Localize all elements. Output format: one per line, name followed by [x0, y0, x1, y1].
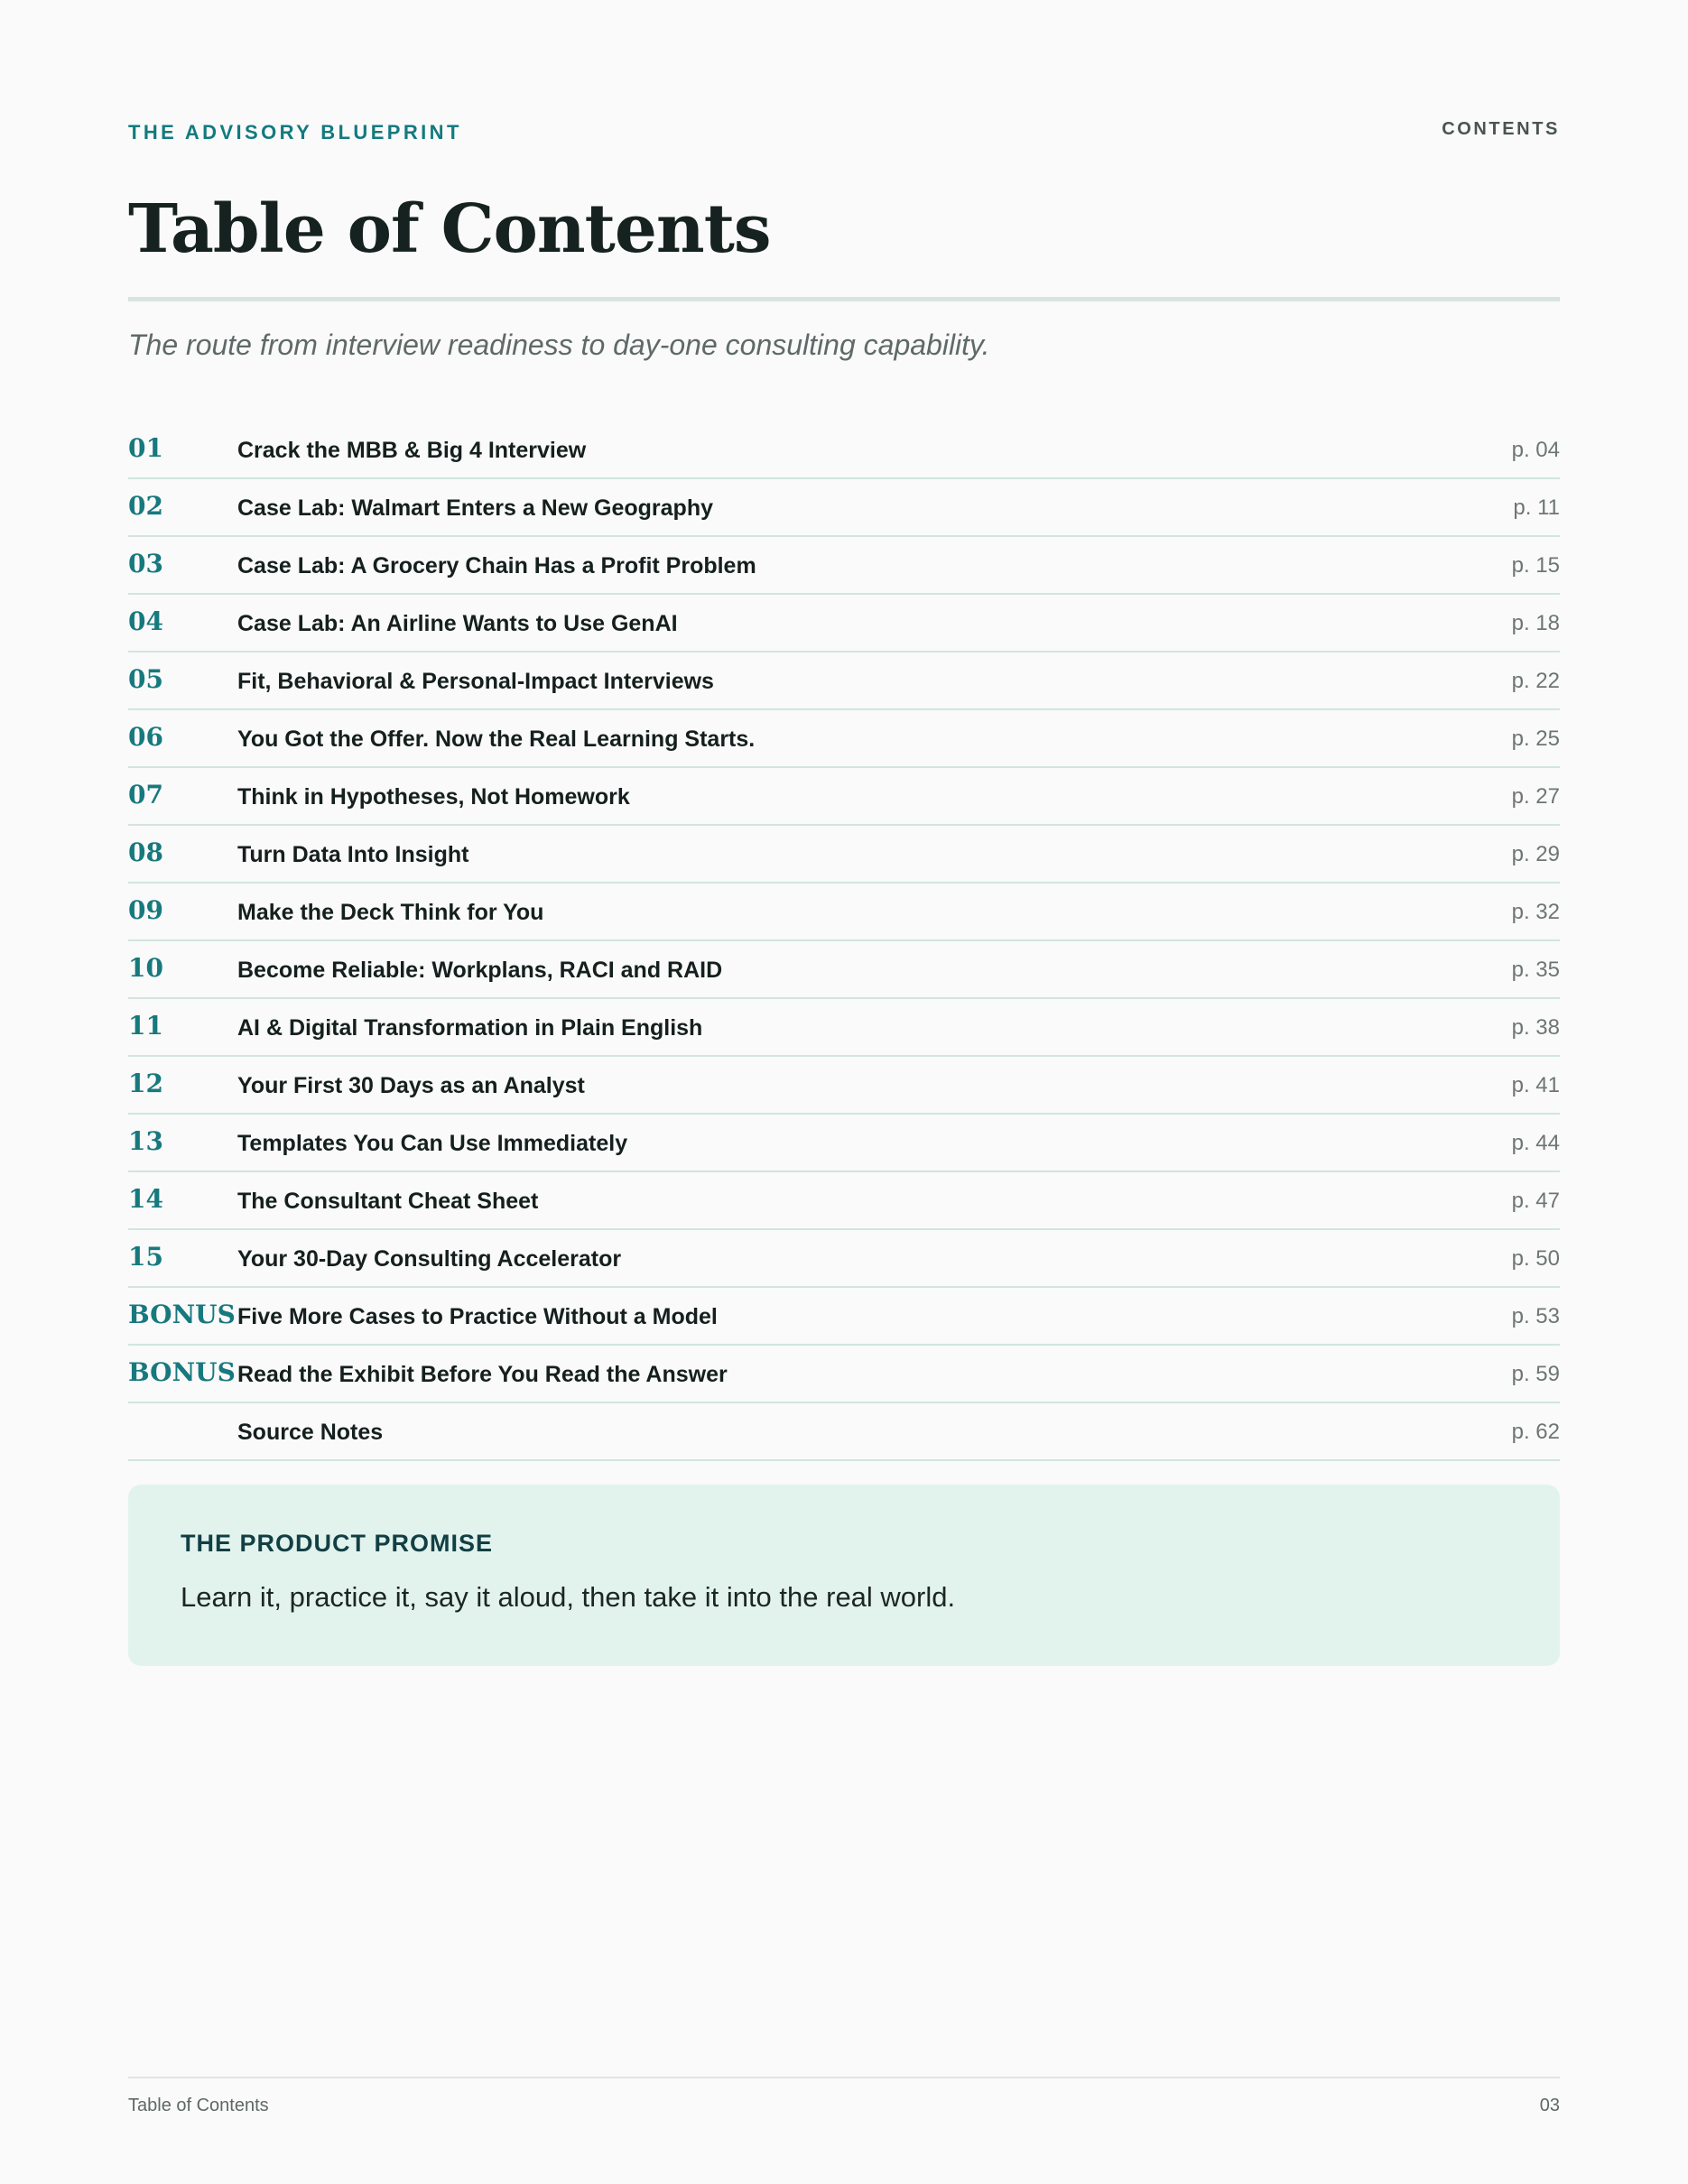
- toc-title: AI & Digital Transformation in Plain English: [237, 1015, 703, 1041]
- toc-row[interactable]: [128, 884, 1560, 941]
- toc-title: Case Lab: A Grocery Chain Has a Profit Problem: [237, 553, 756, 578]
- toc-title: Make the Deck Think for You: [237, 900, 544, 925]
- toc-page-number: p. 32: [1511, 900, 1560, 924]
- page-subtitle: The route from interview readiness to day-one consulting capability.: [128, 329, 990, 361]
- brand-label: THE ADVISORY BLUEPRINT: [128, 121, 462, 143]
- toc-row[interactable]: [128, 1288, 1560, 1346]
- toc-number: BONUS: [128, 1300, 236, 1329]
- toc-title: Case Lab: An Airline Wants to Use GenAI: [237, 611, 678, 636]
- toc-page-number: p. 41: [1511, 1073, 1560, 1097]
- toc-number: 01: [128, 433, 163, 463]
- toc-title: Fit, Behavioral & Personal-Impact Interviews: [237, 669, 714, 694]
- toc-row[interactable]: [128, 941, 1560, 999]
- toc-page-number: p. 62: [1511, 1420, 1560, 1444]
- toc-page-number: p. 18: [1511, 611, 1560, 635]
- page-header: [128, 121, 1560, 148]
- toc-row[interactable]: [128, 1346, 1560, 1403]
- toc-page-number: p. 29: [1511, 842, 1560, 866]
- toc-number: 14: [128, 1184, 163, 1214]
- document-page: [128, 0, 1560, 2184]
- footer-title: Table of Contents: [128, 2096, 269, 2115]
- toc-title: Crack the MBB & Big 4 Interview: [237, 438, 587, 463]
- toc-number: 09: [128, 895, 163, 925]
- toc-number: 06: [128, 722, 163, 752]
- toc-number: 03: [128, 549, 163, 578]
- section-label: CONTENTS: [1442, 119, 1560, 139]
- toc-page-number: p. 35: [1511, 958, 1560, 982]
- toc-number: 10: [128, 953, 163, 983]
- toc-row[interactable]: [128, 421, 1560, 479]
- toc-number: 05: [128, 664, 163, 694]
- toc-page-number: p. 22: [1511, 669, 1560, 693]
- toc-number: 12: [128, 1069, 163, 1098]
- toc-page-number: p. 44: [1511, 1131, 1560, 1155]
- toc-title: Think in Hypotheses, Not Homework: [237, 784, 630, 810]
- page-title: Table of Contents: [128, 190, 771, 268]
- toc-row[interactable]: [128, 768, 1560, 826]
- promise-text: Learn it, practice it, say it aloud, then take it into the real world.: [181, 1581, 956, 1613]
- toc-page-number: p. 25: [1511, 726, 1560, 751]
- toc-title: Your First 30 Days as an Analyst: [237, 1073, 585, 1098]
- toc-page-number: p. 04: [1511, 438, 1560, 462]
- toc-row[interactable]: [128, 652, 1560, 710]
- toc-title: Become Reliable: Workplans, RACI and RAID: [237, 958, 723, 983]
- toc-page-number: p. 11: [1513, 495, 1560, 520]
- promise-label: THE PRODUCT PROMISE: [181, 1530, 494, 1557]
- toc-title: Case Lab: Walmart Enters a New Geography: [237, 495, 714, 521]
- toc-number: 04: [128, 606, 163, 636]
- toc-row[interactable]: [128, 1172, 1560, 1230]
- toc-number: BONUS: [128, 1357, 236, 1387]
- toc-row[interactable]: [128, 826, 1560, 884]
- toc-row[interactable]: [128, 710, 1560, 768]
- toc-title: Five More Cases to Practice Without a Model: [237, 1304, 718, 1329]
- toc-title: Your 30-Day Consulting Accelerator: [237, 1246, 622, 1272]
- toc-list: [128, 421, 1560, 1461]
- toc-row[interactable]: [128, 999, 1560, 1057]
- toc-row[interactable]: [128, 479, 1560, 537]
- toc-title: Turn Data Into Insight: [237, 842, 469, 867]
- toc-page-number: p. 53: [1511, 1304, 1560, 1328]
- toc-page-number: p. 27: [1511, 784, 1560, 809]
- toc-page-number: p. 38: [1511, 1015, 1560, 1040]
- toc-number: 11: [128, 1011, 163, 1041]
- toc-number: 08: [128, 838, 163, 867]
- toc-number: 15: [128, 1242, 163, 1272]
- toc-page-number: p. 15: [1511, 553, 1560, 578]
- toc-row[interactable]: [128, 1230, 1560, 1288]
- toc-row[interactable]: [128, 1115, 1560, 1172]
- toc-page-number: p. 50: [1511, 1246, 1560, 1271]
- toc-title: The Consultant Cheat Sheet: [237, 1189, 539, 1214]
- toc-row[interactable]: [128, 595, 1560, 652]
- title-divider: [128, 297, 1560, 301]
- toc-row[interactable]: [128, 537, 1560, 595]
- toc-number: 02: [128, 491, 163, 521]
- footer-page-number: 03: [1539, 2096, 1560, 2115]
- toc-title: Source Notes: [237, 1420, 384, 1445]
- toc-page-number: p. 59: [1511, 1362, 1560, 1386]
- toc-number: 07: [128, 780, 163, 810]
- toc-title: Read the Exhibit Before You Read the Answer: [237, 1362, 728, 1387]
- toc-number: 13: [128, 1126, 163, 1156]
- toc-title: Templates You Can Use Immediately: [237, 1131, 628, 1156]
- toc-page-number: p. 47: [1511, 1189, 1560, 1213]
- toc-row[interactable]: [128, 1403, 1560, 1461]
- toc-row[interactable]: [128, 1057, 1560, 1115]
- toc-title: You Got the Offer. Now the Real Learning Starts.: [237, 726, 756, 752]
- promise-callout: [128, 1485, 1560, 1666]
- footer-divider: [128, 2077, 1560, 2078]
